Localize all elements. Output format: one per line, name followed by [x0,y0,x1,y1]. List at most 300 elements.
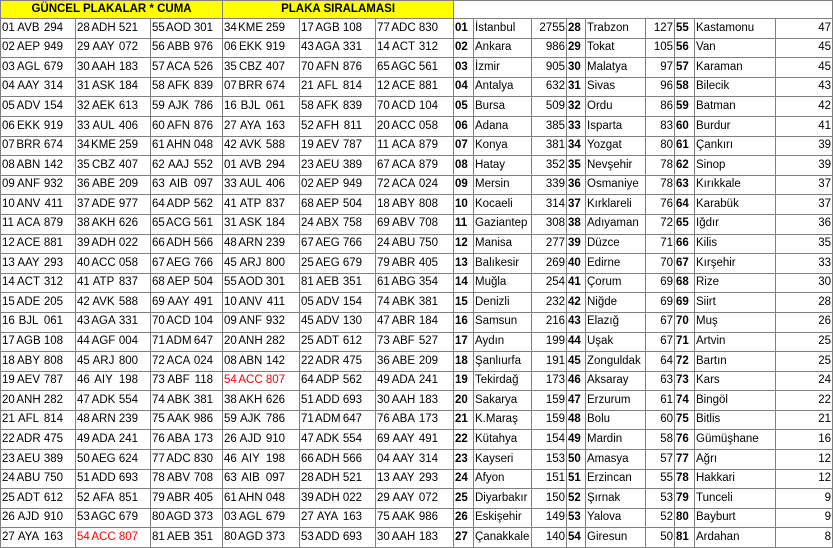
plate-cell[interactable] [376,136,454,156]
rank-number[interactable]: 29 [567,38,586,58]
rank-number[interactable]: 05 [454,97,474,117]
plate-cell[interactable] [223,469,300,489]
city-count[interactable]: 47 [776,19,833,39]
rank-number[interactable]: 02 [454,38,474,58]
plate-cell[interactable] [151,234,223,254]
rank-number[interactable]: 16 [454,312,474,332]
city-name[interactable]: Trabzon [586,19,646,39]
plate-cell[interactable] [376,38,454,58]
city-count[interactable]: 314 [532,195,567,215]
city-name[interactable]: Bartın [695,352,776,372]
plate-cell[interactable] [76,489,151,509]
plate-cell[interactable] [1,58,76,78]
plate-cell[interactable] [76,528,151,548]
rank-number[interactable]: 59 [675,97,695,117]
plate-cell[interactable] [223,156,300,176]
city-count[interactable]: 150 [532,489,567,509]
rank-number[interactable]: 37 [567,195,586,215]
plate-cell[interactable] [1,214,76,234]
city-name[interactable]: Tunceli [695,489,776,509]
city-name[interactable]: Niğde [586,293,646,313]
plate-cell[interactable] [376,58,454,78]
plate-cell[interactable] [376,116,454,136]
plate-cell[interactable] [376,508,454,528]
rank-number[interactable]: 50 [567,450,586,470]
plate-cell[interactable] [300,450,376,470]
city-name[interactable]: Bingöl [695,391,776,411]
city-name[interactable]: Rize [695,273,776,293]
plate-cell[interactable] [76,293,151,313]
plate-cell[interactable] [76,332,151,352]
city-count[interactable]: 83 [646,116,675,136]
city-count[interactable]: 16 [776,430,833,450]
plate-cell[interactable] [151,77,223,97]
city-name[interactable]: Gaziantep [474,214,532,234]
plate-cell[interactable] [76,273,151,293]
city-name[interactable]: Bursa [474,97,532,117]
plate-cell[interactable] [76,469,151,489]
plate-cell[interactable] [300,77,376,97]
city-count[interactable]: 52 [646,508,675,528]
city-name[interactable]: Siirt [695,293,776,313]
plate-cell[interactable] [76,195,151,215]
rank-number[interactable]: 73 [675,371,695,391]
city-name[interactable]: Edirne [586,254,646,274]
plate-cell[interactable] [223,430,300,450]
plate-cell[interactable] [376,214,454,234]
plate-cell[interactable] [376,371,454,391]
city-name[interactable]: Kütahya [474,430,532,450]
plate-cell[interactable] [76,430,151,450]
plate-cell[interactable] [300,352,376,372]
city-name[interactable]: Uşak [586,332,646,352]
rank-number[interactable]: 51 [567,469,586,489]
city-name[interactable]: Sakarya [474,391,532,411]
plate-cell[interactable] [1,273,76,293]
rank-number[interactable]: 30 [567,58,586,78]
rank-number[interactable]: 06 [454,116,474,136]
plate-cell[interactable] [376,391,454,411]
city-count[interactable]: 61 [646,391,675,411]
city-name[interactable]: Ağrı [695,450,776,470]
rank-number[interactable]: 28 [567,19,586,39]
plate-cell[interactable] [376,352,454,372]
city-count[interactable]: 57 [646,450,675,470]
plate-cell[interactable] [76,116,151,136]
city-count[interactable]: 105 [646,38,675,58]
rank-number[interactable]: 17 [454,332,474,352]
rank-number[interactable]: 65 [675,214,695,234]
plate-cell[interactable] [1,77,76,97]
plate-cell[interactable] [223,273,300,293]
plate-cell[interactable] [223,391,300,411]
plate-cell[interactable] [376,489,454,509]
plate-cell[interactable] [223,410,300,430]
rank-number[interactable]: 74 [675,391,695,411]
city-name[interactable]: İzmir [474,58,532,78]
plate-cell[interactable] [1,293,76,313]
plate-cell[interactable] [76,352,151,372]
city-name[interactable]: Aksaray [586,371,646,391]
plate-cell[interactable] [376,234,454,254]
city-count[interactable]: 53 [646,489,675,509]
city-name[interactable]: Bitlis [695,410,776,430]
plate-cell[interactable] [151,332,223,352]
city-count[interactable]: 905 [532,58,567,78]
city-name[interactable]: Osmaniye [586,175,646,195]
city-name[interactable]: Karaman [695,58,776,78]
plate-cell[interactable] [151,254,223,274]
rank-number[interactable]: 41 [567,273,586,293]
plate-cell[interactable] [300,156,376,176]
city-name[interactable]: Kastamonu [695,19,776,39]
rank-number[interactable]: 52 [567,489,586,509]
plate-cell[interactable] [300,38,376,58]
city-name[interactable]: Kırklareli [586,195,646,215]
plate-cell[interactable] [76,508,151,528]
plate-cell[interactable] [300,195,376,215]
plate-cell[interactable] [151,352,223,372]
city-count[interactable]: 173 [532,371,567,391]
rank-number[interactable]: 72 [675,352,695,372]
plate-cell[interactable] [376,528,454,548]
city-name[interactable]: Erzincan [586,469,646,489]
rank-number[interactable]: 20 [454,391,474,411]
plate-cell[interactable] [376,450,454,470]
city-name[interactable]: Mersin [474,175,532,195]
plate-cell[interactable] [223,489,300,509]
city-name[interactable]: Tokat [586,38,646,58]
plate-cell[interactable] [76,371,151,391]
plate-cell[interactable] [223,312,300,332]
city-count[interactable]: 159 [532,391,567,411]
city-name[interactable]: Bolu [586,410,646,430]
plate-cell[interactable] [300,469,376,489]
rank-number[interactable]: 09 [454,175,474,195]
plate-cell[interactable] [376,156,454,176]
plate-cell[interactable] [151,195,223,215]
rank-number[interactable]: 64 [675,195,695,215]
city-count[interactable]: 78 [646,175,675,195]
city-name[interactable]: Samsun [474,312,532,332]
city-name[interactable]: Malatya [586,58,646,78]
city-name[interactable]: Adıyaman [586,214,646,234]
city-name[interactable]: Çankırı [695,136,776,156]
city-count[interactable]: 55 [646,469,675,489]
plate-cell[interactable] [1,352,76,372]
city-count[interactable]: 21 [776,410,833,430]
city-count[interactable]: 199 [532,332,567,352]
plate-cell[interactable] [300,489,376,509]
rank-number[interactable]: 47 [567,391,586,411]
rank-number[interactable]: 56 [675,38,695,58]
plate-cell[interactable] [1,254,76,274]
city-count[interactable]: 60 [646,410,675,430]
city-name[interactable]: Ordu [586,97,646,117]
plate-cell[interactable] [223,234,300,254]
city-count[interactable]: 37 [776,175,833,195]
plate-cell[interactable] [223,77,300,97]
plate-cell[interactable] [76,391,151,411]
plate-cell[interactable] [151,450,223,470]
rank-number[interactable]: 14 [454,273,474,293]
city-name[interactable]: Yalova [586,508,646,528]
rank-number[interactable]: 58 [675,77,695,97]
city-name[interactable]: Balıkesir [474,254,532,274]
plate-cell[interactable] [223,254,300,274]
rank-number[interactable]: 07 [454,136,474,156]
plate-cell[interactable] [151,528,223,548]
plate-cell[interactable] [1,116,76,136]
city-name[interactable]: Tekirdağ [474,371,532,391]
plate-cell[interactable] [376,195,454,215]
plate-cell[interactable] [300,234,376,254]
rank-number[interactable]: 32 [567,97,586,117]
rank-number[interactable]: 69 [675,293,695,313]
city-count[interactable]: 30 [776,273,833,293]
plate-cell[interactable] [76,38,151,58]
city-count[interactable]: 96 [646,77,675,97]
plate-cell[interactable] [151,508,223,528]
plate-cell[interactable] [151,136,223,156]
city-name[interactable]: Bilecik [695,77,776,97]
rank-number[interactable]: 70 [675,312,695,332]
city-name[interactable]: Ankara [474,38,532,58]
city-count[interactable]: 381 [532,136,567,156]
plate-cell[interactable] [223,136,300,156]
city-count[interactable]: 12 [776,469,833,489]
city-count[interactable]: 35 [776,234,833,254]
city-count[interactable]: 70 [646,254,675,274]
city-count[interactable]: 277 [532,234,567,254]
rank-number[interactable]: 54 [567,528,586,548]
plate-cell[interactable] [76,77,151,97]
plate-cell[interactable] [300,175,376,195]
rank-number[interactable]: 04 [454,77,474,97]
rank-number[interactable]: 42 [567,293,586,313]
plate-cell[interactable] [376,469,454,489]
plate-cell[interactable] [1,450,76,470]
plate-cell[interactable] [223,38,300,58]
rank-number[interactable]: 71 [675,332,695,352]
plate-cell[interactable] [1,489,76,509]
city-name[interactable]: Erzurum [586,391,646,411]
plate-cell[interactable] [223,195,300,215]
rank-number[interactable]: 75 [675,410,695,430]
plate-cell[interactable] [376,332,454,352]
rank-number[interactable]: 26 [454,508,474,528]
plate-cell[interactable] [223,175,300,195]
plate-cell[interactable] [376,430,454,450]
plate-cell[interactable] [151,116,223,136]
rank-number[interactable]: 19 [454,371,474,391]
rank-number[interactable]: 31 [567,77,586,97]
rank-number[interactable]: 39 [567,234,586,254]
rank-number[interactable]: 49 [567,430,586,450]
city-count[interactable]: 26 [776,312,833,332]
rank-number[interactable]: 43 [567,312,586,332]
city-name[interactable]: İstanbul [474,19,532,39]
city-count[interactable]: 352 [532,156,567,176]
plate-cell[interactable] [300,410,376,430]
rank-number[interactable]: 44 [567,332,586,352]
plate-cell[interactable] [300,273,376,293]
plate-cell[interactable] [223,508,300,528]
city-name[interactable]: Diyarbakır [474,489,532,509]
city-name[interactable]: Elazığ [586,312,646,332]
city-name[interactable]: Kilis [695,234,776,254]
plate-cell[interactable] [76,156,151,176]
city-count[interactable]: 69 [646,273,675,293]
city-name[interactable]: Afyon [474,469,532,489]
plate-cell[interactable] [76,175,151,195]
city-count[interactable]: 22 [776,391,833,411]
plate-cell[interactable] [76,450,151,470]
plate-cell[interactable] [300,312,376,332]
plate-cell[interactable] [1,469,76,489]
city-name[interactable]: Şanlıurfa [474,352,532,372]
rank-number[interactable]: 48 [567,410,586,430]
plate-cell[interactable] [1,19,76,39]
plate-cell[interactable] [223,450,300,470]
rank-number[interactable]: 66 [675,234,695,254]
plate-cell[interactable] [300,332,376,352]
city-name[interactable]: Aydın [474,332,532,352]
rank-number[interactable]: 22 [454,430,474,450]
rank-number[interactable]: 18 [454,352,474,372]
city-count[interactable]: 45 [776,38,833,58]
rank-number[interactable]: 55 [675,19,695,39]
plate-cell[interactable] [223,293,300,313]
plate-cell[interactable] [223,97,300,117]
plate-cell[interactable] [300,97,376,117]
rank-number[interactable]: 53 [567,508,586,528]
plate-cell[interactable] [76,410,151,430]
city-name[interactable]: K.Maraş [474,410,532,430]
plate-cell[interactable] [76,214,151,234]
rank-number[interactable]: 11 [454,214,474,234]
rank-number[interactable]: 67 [675,254,695,274]
city-name[interactable]: Çorum [586,273,646,293]
plate-cell[interactable] [300,391,376,411]
city-count[interactable]: 64 [646,352,675,372]
rank-number[interactable]: 40 [567,254,586,274]
city-name[interactable]: Muğla [474,273,532,293]
city-count[interactable]: 67 [646,332,675,352]
city-count[interactable]: 45 [776,58,833,78]
city-count[interactable]: 69 [646,293,675,313]
plate-cell[interactable] [151,489,223,509]
rank-number[interactable]: 81 [675,528,695,548]
rank-number[interactable]: 80 [675,508,695,528]
plate-cell[interactable] [300,214,376,234]
rank-number[interactable]: 62 [675,156,695,176]
plate-cell[interactable] [151,58,223,78]
plate-cell[interactable] [376,175,454,195]
city-count[interactable]: 67 [646,312,675,332]
city-count[interactable]: 50 [646,528,675,548]
plate-cell[interactable] [300,528,376,548]
plate-cell[interactable] [376,293,454,313]
city-name[interactable]: Karabük [695,195,776,215]
plate-cell[interactable] [1,312,76,332]
plate-cell[interactable] [151,19,223,39]
city-name[interactable]: Iğdır [695,214,776,234]
city-name[interactable]: Mardin [586,430,646,450]
city-name[interactable]: Kocaeli [474,195,532,215]
plate-cell[interactable] [151,38,223,58]
city-count[interactable]: 191 [532,352,567,372]
city-count[interactable]: 339 [532,175,567,195]
plate-cell[interactable] [376,97,454,117]
plate-cell[interactable] [1,391,76,411]
city-count[interactable]: 71 [646,234,675,254]
city-count[interactable]: 159 [532,410,567,430]
city-count[interactable]: 149 [532,508,567,528]
city-count[interactable]: 39 [776,136,833,156]
rank-number[interactable]: 77 [675,450,695,470]
city-name[interactable]: Şırnak [586,489,646,509]
city-name[interactable]: Denizli [474,293,532,313]
city-name[interactable]: Amasya [586,450,646,470]
plate-cell[interactable] [1,38,76,58]
plate-cell[interactable] [223,116,300,136]
plate-cell[interactable] [376,273,454,293]
plate-cell[interactable] [223,528,300,548]
rank-number[interactable]: 45 [567,352,586,372]
city-count[interactable]: 232 [532,293,567,313]
plate-cell[interactable] [1,508,76,528]
city-name[interactable]: Düzce [586,234,646,254]
city-name[interactable]: Bayburt [695,508,776,528]
city-name[interactable]: Manisa [474,234,532,254]
plate-cell[interactable] [300,371,376,391]
city-name[interactable]: Sinop [695,156,776,176]
city-name[interactable]: Konya [474,136,532,156]
city-name[interactable]: Eskişehir [474,508,532,528]
plate-cell[interactable] [376,77,454,97]
city-count[interactable]: 509 [532,97,567,117]
rank-number[interactable]: 35 [567,156,586,176]
city-count[interactable]: 9 [776,489,833,509]
city-count[interactable]: 127 [646,19,675,39]
city-count[interactable]: 308 [532,214,567,234]
city-count[interactable]: 2755 [532,19,567,39]
plate-cell[interactable] [151,312,223,332]
city-count[interactable]: 216 [532,312,567,332]
city-count[interactable]: 43 [776,77,833,97]
rank-number[interactable]: 34 [567,136,586,156]
plate-cell[interactable] [300,19,376,39]
rank-number[interactable]: 61 [675,136,695,156]
plate-cell[interactable] [1,195,76,215]
city-name[interactable]: Giresun [586,528,646,548]
city-name[interactable]: Zonguldak [586,352,646,372]
city-count[interactable]: 986 [532,38,567,58]
city-count[interactable]: 80 [646,136,675,156]
city-name[interactable]: Nevşehir [586,156,646,176]
plate-cell[interactable] [151,371,223,391]
plate-cell[interactable] [76,58,151,78]
city-count[interactable]: 72 [646,214,675,234]
plate-cell[interactable] [1,97,76,117]
city-count[interactable]: 385 [532,116,567,136]
plate-cell[interactable] [151,175,223,195]
plate-cell[interactable] [223,332,300,352]
city-name[interactable]: Antalya [474,77,532,97]
city-name[interactable]: Van [695,38,776,58]
city-count[interactable]: 154 [532,430,567,450]
